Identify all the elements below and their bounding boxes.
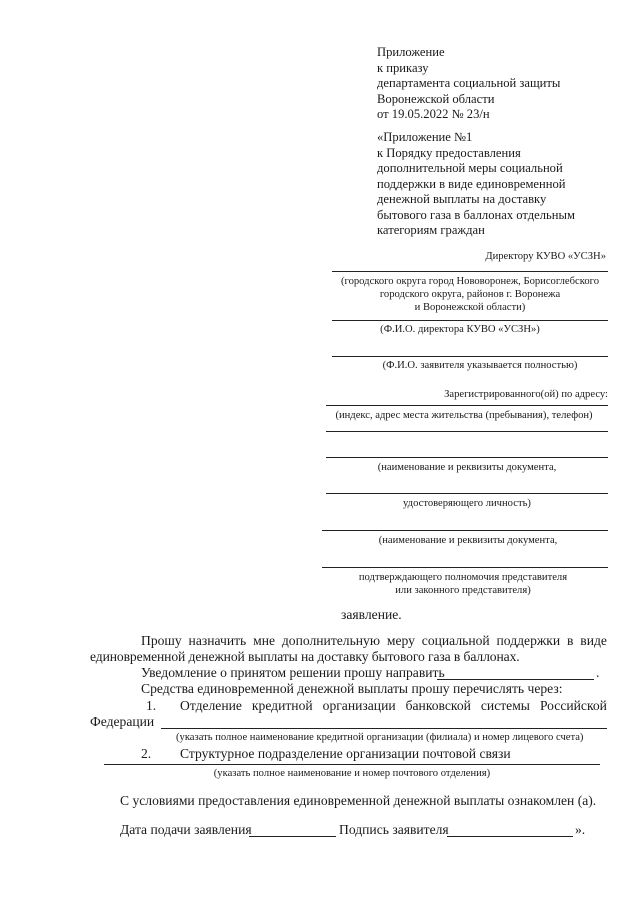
word: организации	[322, 698, 396, 713]
appendix1-header-line: поддержки в виде единовременной	[377, 176, 566, 191]
registered-label: Зарегистрированного(ой) по адресу:	[444, 389, 608, 400]
word: в	[567, 633, 574, 648]
appendix1-header-line: «Приложение №1	[377, 130, 473, 144]
closing-quote: ».	[575, 822, 586, 837]
appendix1-header-line: к Порядку предоставления	[377, 145, 521, 160]
appendix1-header-line: дополнительной меры социальной	[377, 161, 563, 175]
item1-number: 1.	[146, 698, 157, 713]
org-hint-line: и Воронежской области)	[414, 302, 526, 313]
address-hint: (индекс, адрес места жительства (пребывания), телефон)	[335, 410, 593, 421]
word: мне	[253, 633, 276, 648]
rep-doc-hint-1: (наименование и реквизиты документа,	[378, 535, 558, 546]
applicant-name-field-line[interactable]	[332, 356, 608, 357]
appendix-header-line: Приложение	[377, 45, 445, 59]
doc-field-line[interactable]	[326, 457, 608, 458]
signature-label: Подпись заявителя	[339, 822, 449, 837]
org-hint-line: городского округа, районов г. Воронежа	[379, 289, 561, 300]
appendix1-header	[377, 130, 575, 239]
word: назначить	[188, 633, 247, 648]
notify-field-line[interactable]	[437, 679, 594, 680]
address-field-line-2[interactable]	[326, 431, 608, 432]
notify-end: .	[596, 665, 600, 680]
org-field-line[interactable]	[332, 271, 608, 272]
request-line-2: единовременной денежной выплаты на доставку бытового газа в баллонах.	[90, 649, 520, 664]
appendix-header-line: от 19.05.2022 № 23/н	[377, 107, 490, 121]
rep-doc-field-line-2[interactable]	[322, 567, 608, 568]
rep-doc-hint-line: или законного представителя)	[395, 585, 531, 596]
org-hint	[330, 275, 610, 314]
transfer-label: Средства единовременной денежной выплаты прошу перечислять через:	[141, 681, 563, 696]
post-office-field-line[interactable]	[104, 764, 600, 765]
appendix1-header-line: категориям граждан	[377, 223, 485, 237]
director-line: Директору КУВО «УСЗН»	[485, 251, 606, 262]
org-hint-line: (городского округа город Нововоронеж, Борисоглебского	[340, 276, 599, 287]
date-field-line[interactable]	[249, 836, 336, 837]
appendix1-header-line: бытового газа в баллонах отдельным	[377, 207, 575, 222]
appendix-header-line: департамента социальной защиты	[377, 76, 561, 90]
word: системы	[480, 698, 530, 713]
rep-doc-hint-2	[318, 571, 608, 597]
request-line-1	[141, 633, 607, 650]
appendix-header-line: к приказу	[377, 60, 429, 75]
director-name-hint: (Ф.И.О. директора КУВО «УСЗН»)	[380, 324, 540, 335]
post-office-hint: (указать полное наименование и номер почтового отделения)	[213, 768, 491, 779]
word: Российской	[539, 698, 607, 713]
bank-field-line[interactable]	[161, 728, 607, 729]
word: меру	[386, 633, 415, 648]
word: виде	[580, 633, 607, 648]
statement-title: заявление.	[341, 607, 402, 622]
word: кредитной	[251, 698, 313, 713]
word: Отделение	[180, 698, 242, 713]
appendix-header	[377, 45, 560, 123]
word: Прошу	[141, 633, 182, 648]
item2-number: 2.	[141, 746, 152, 761]
word: дополнительную	[281, 633, 381, 648]
rep-doc-hint-line: подтверждающего полномочия представителя	[358, 572, 568, 583]
rep-doc-field-line[interactable]	[322, 530, 608, 531]
notify-label: Уведомление о принятом решении прошу направить	[141, 665, 445, 680]
conditions-text: С условиями предоставления единовременной денежной выплаты ознакомлен (а).	[120, 793, 597, 808]
bank-hint: (указать полное наименование кредитной организации (филиала) и номер лицевого счета)	[176, 732, 584, 743]
applicant-name-hint: (Ф.И.О. заявителя указывается полностью)	[382, 360, 578, 371]
appendix1-header-line: денежной выплаты на доставку	[377, 192, 547, 206]
item2-text: Структурное подразделение организации почтовой связи	[180, 746, 511, 761]
date-label: Дата подачи заявления	[120, 822, 252, 837]
word: социальной	[421, 633, 490, 648]
signature-field-line[interactable]	[447, 836, 573, 837]
word: банковской	[405, 698, 471, 713]
doc-field-line-2[interactable]	[326, 493, 608, 494]
appendix-header-line: Воронежской области	[377, 91, 495, 106]
word: поддержки	[496, 633, 561, 648]
address-field-line[interactable]	[326, 405, 608, 406]
item1-continuation: Федерации	[90, 714, 155, 729]
doc-hint-2: удостоверяющего личность)	[403, 498, 531, 509]
director-name-field-line[interactable]	[332, 320, 608, 321]
doc-hint-1: (наименование и реквизиты документа,	[377, 462, 557, 473]
item1-text	[180, 698, 607, 715]
